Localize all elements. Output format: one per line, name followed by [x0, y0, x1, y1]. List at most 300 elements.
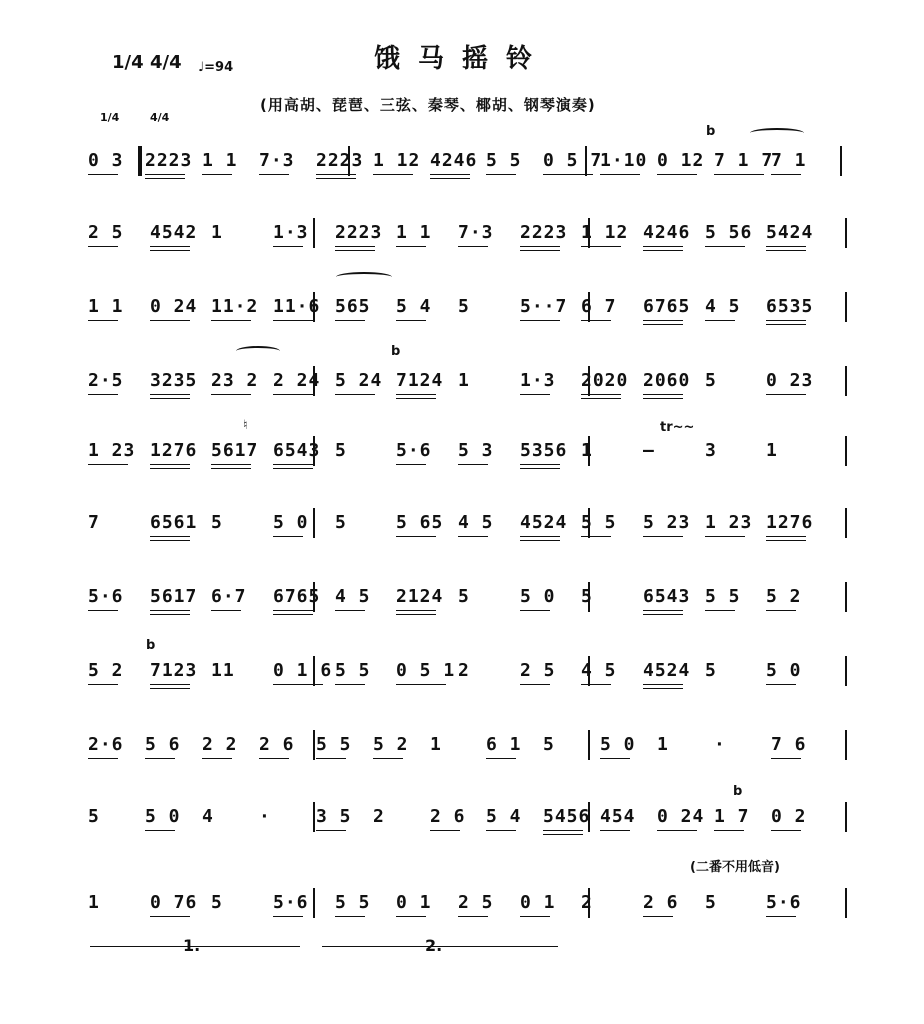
note-group: 4 5 — [705, 296, 741, 317]
underline — [273, 394, 313, 395]
note-group: 2 6 — [259, 734, 295, 755]
bar-line — [840, 146, 842, 176]
note-group: 1 — [581, 440, 593, 461]
note-group: 2 2 — [202, 734, 238, 755]
underline — [600, 758, 630, 759]
note-group: 5 6 — [145, 734, 181, 755]
underline — [88, 758, 118, 759]
note-group: 1 — [430, 734, 442, 755]
bar-line — [313, 218, 315, 248]
note-group: 5 5 — [486, 150, 522, 171]
score-row — [88, 222, 848, 262]
bar-line — [313, 436, 315, 466]
note-group: 5 — [705, 370, 717, 391]
underline — [766, 536, 806, 537]
note-group: 1 23 — [88, 440, 136, 461]
note-group: 5 65 — [396, 512, 444, 533]
note-group: 5356 — [520, 440, 568, 461]
note-group: 5 5 — [581, 512, 617, 533]
bar-line — [313, 802, 315, 832]
bar-line — [845, 292, 847, 322]
underline — [771, 830, 801, 831]
note-group: 7123 — [150, 660, 198, 681]
underline — [145, 178, 185, 179]
note-group: 5617 — [150, 586, 198, 607]
note-group: 5 2 — [88, 660, 124, 681]
score-row — [88, 734, 848, 774]
underline — [396, 614, 436, 615]
underline — [520, 320, 560, 321]
note-group: 1 1 — [88, 296, 124, 317]
underline — [259, 758, 289, 759]
score-row — [88, 440, 848, 480]
underline — [145, 758, 175, 759]
note-group: 7·3 — [259, 150, 295, 171]
bar-line — [588, 508, 590, 538]
underline — [766, 324, 806, 325]
underline — [150, 464, 190, 465]
note-group: 5 — [335, 512, 347, 533]
note-group: 2223 — [520, 222, 568, 243]
underline — [335, 610, 365, 611]
page-title: 饿马摇铃 — [373, 44, 550, 74]
underline — [766, 394, 806, 395]
bar-line — [845, 218, 847, 248]
underline — [766, 250, 806, 251]
note-group: 5 — [458, 296, 470, 317]
underline — [643, 324, 683, 325]
note-group: 1 — [766, 440, 778, 461]
bar-line — [313, 366, 315, 396]
slur — [236, 346, 280, 356]
note-group: 0 24 — [150, 296, 198, 317]
note-group: 6561 — [150, 512, 198, 533]
note-group: 5 23 — [643, 512, 691, 533]
underline — [581, 394, 621, 395]
note-group: 0 76 — [150, 892, 198, 913]
note-group: 23 2 — [211, 370, 259, 391]
underline — [88, 610, 118, 611]
bar-line — [585, 146, 587, 176]
note-group: 5 5 — [316, 734, 352, 755]
score-row — [88, 660, 848, 700]
note-group: 5 5 — [705, 586, 741, 607]
underline — [335, 246, 375, 247]
note-group: 7 1 7 — [714, 150, 774, 171]
underline — [643, 684, 683, 685]
flat-sign: b — [391, 344, 401, 359]
underline — [396, 684, 446, 685]
underline — [543, 834, 583, 835]
note-group: 1 1 — [396, 222, 432, 243]
second-time-note: (二番不用低音) — [690, 860, 780, 875]
bar-line — [845, 582, 847, 612]
score-row — [88, 296, 848, 336]
slur — [336, 272, 392, 282]
underline — [150, 468, 190, 469]
volta-2: 2. — [425, 936, 443, 955]
note-group: 11·2 — [211, 296, 259, 317]
note-group: 0 5 1 — [396, 660, 456, 681]
note-group: 5617 — [211, 440, 259, 461]
underline — [766, 540, 806, 541]
note-group: 7124 — [396, 370, 444, 391]
underline — [657, 174, 697, 175]
note-group: 5 0 — [520, 586, 556, 607]
underline — [150, 394, 190, 395]
underline — [714, 174, 764, 175]
underline — [316, 830, 346, 831]
underline — [88, 246, 118, 247]
note-group: 2 — [373, 806, 385, 827]
note-group: 5 24 — [335, 370, 383, 391]
bar-line — [588, 292, 590, 322]
underline — [766, 246, 806, 247]
score-row — [88, 370, 848, 410]
underline — [643, 536, 683, 537]
underline — [88, 394, 118, 395]
note-group: 5 — [211, 512, 223, 533]
underline — [150, 610, 190, 611]
note-group: 1 — [88, 892, 100, 913]
note-group: 6 1 — [486, 734, 522, 755]
bar-line — [588, 730, 590, 760]
underline — [766, 916, 796, 917]
note-group: 2 5 — [520, 660, 556, 681]
note-group: 5 — [88, 806, 100, 827]
underline — [643, 614, 683, 615]
underline — [211, 468, 251, 469]
volta-1: 1. — [183, 936, 201, 955]
underline — [520, 464, 560, 465]
note-group: 5 4 — [486, 806, 522, 827]
note-group: 0 1 6 — [273, 660, 333, 681]
note-group: 454 — [600, 806, 636, 827]
note-group: 6·7 — [211, 586, 247, 607]
underline — [600, 830, 630, 831]
note-group: 5424 — [766, 222, 814, 243]
underline — [458, 246, 488, 247]
underline — [273, 614, 313, 615]
underline — [150, 536, 190, 537]
note-group: 5 — [211, 892, 223, 913]
underline — [643, 320, 683, 321]
bar-line — [313, 582, 315, 612]
note-group: 2 — [581, 892, 593, 913]
underline — [520, 250, 560, 251]
underline — [766, 320, 806, 321]
bar-line — [313, 508, 315, 538]
note-group: 1 12 — [581, 222, 629, 243]
underline — [150, 614, 190, 615]
underline — [211, 394, 251, 395]
score-row — [88, 150, 848, 190]
underline — [273, 684, 323, 685]
note-group: 1·3 — [520, 370, 556, 391]
note-group: 6 7 — [581, 296, 617, 317]
underline — [430, 830, 460, 831]
note-group: 7 1 — [771, 150, 807, 171]
underline — [273, 610, 313, 611]
natural-sign: ♮ — [243, 418, 248, 433]
underline — [150, 250, 190, 251]
note-group: 6535 — [766, 296, 814, 317]
note-group: 5 56 — [705, 222, 753, 243]
note-group: 3235 — [150, 370, 198, 391]
note-group: 11·6 — [273, 296, 321, 317]
bar-line — [845, 656, 847, 686]
note-group: 0 3 — [88, 150, 124, 171]
note-group: 0 23 — [766, 370, 814, 391]
note-group: 4 — [202, 806, 214, 827]
underline — [581, 398, 621, 399]
underline — [373, 758, 403, 759]
note-group: 0 5 7 — [543, 150, 603, 171]
note-group: 1 — [211, 222, 223, 243]
underline — [335, 320, 365, 321]
note-group: 5 2 — [766, 586, 802, 607]
note-group: 4542 — [150, 222, 198, 243]
underline — [581, 320, 611, 321]
note-group: 5 0 — [273, 512, 309, 533]
underline — [202, 174, 232, 175]
note-group: · — [714, 734, 726, 755]
underline — [705, 536, 745, 537]
underline — [273, 536, 303, 537]
note-group: · — [259, 806, 271, 827]
underline — [543, 830, 583, 831]
note-group: 565 — [335, 296, 371, 317]
note-group: 6765 — [643, 296, 691, 317]
meter-4-4: 4/4 — [150, 52, 182, 73]
underline — [145, 174, 185, 175]
note-group: 5 3 — [458, 440, 494, 461]
underline — [211, 610, 241, 611]
note-group: 4246 — [643, 222, 691, 243]
note-group: 2 6 — [643, 892, 679, 913]
note-group: 2 24 — [273, 370, 321, 391]
note-group: 5 5 — [335, 892, 371, 913]
underline — [643, 394, 683, 395]
bar-line — [313, 888, 315, 918]
note-group: 11 — [211, 660, 235, 681]
underline — [316, 174, 356, 175]
note-group: 1 — [657, 734, 669, 755]
bar-line — [588, 218, 590, 248]
underline — [643, 610, 683, 611]
note-group: 2 6 — [430, 806, 466, 827]
note-group: 5··7 — [520, 296, 568, 317]
note-group: 4 5 — [335, 586, 371, 607]
underline — [643, 246, 683, 247]
note-group: 4 5 — [581, 660, 617, 681]
underline — [430, 174, 470, 175]
note-group: 5 — [543, 734, 555, 755]
note-group: 2223 — [145, 150, 193, 171]
underline — [150, 916, 190, 917]
note-group: 5·6 — [273, 892, 309, 913]
underline — [520, 610, 550, 611]
small-meter-1-4: 1/4 — [100, 111, 120, 124]
note-group: 5456 — [543, 806, 591, 827]
note-group: 3 5 — [316, 806, 352, 827]
note-group: 7·3 — [458, 222, 494, 243]
note-group: 1 — [458, 370, 470, 391]
underline — [150, 320, 190, 321]
note-group: 5 — [581, 586, 593, 607]
underline — [88, 464, 128, 465]
note-group: 5 4 — [396, 296, 432, 317]
underline — [396, 398, 436, 399]
note-group: 4524 — [643, 660, 691, 681]
note-group: 6765 — [273, 586, 321, 607]
underline — [643, 916, 673, 917]
underline — [520, 468, 560, 469]
underline — [211, 464, 251, 465]
flat-sign: b — [706, 124, 716, 139]
underline — [486, 174, 516, 175]
note-group: 3 — [705, 440, 717, 461]
bar-line — [313, 730, 315, 760]
underline — [88, 174, 118, 175]
underline — [273, 468, 313, 469]
note-group: 5·6 — [396, 440, 432, 461]
note-group: 5 0 — [145, 806, 181, 827]
bar-line — [845, 436, 847, 466]
note-group: 6543 — [643, 586, 691, 607]
underline — [486, 830, 516, 831]
underline — [705, 320, 735, 321]
tempo-mark: ♩=94 — [198, 60, 234, 75]
note-group: 5·6 — [88, 586, 124, 607]
underline — [316, 758, 346, 759]
note-group: 1·10 — [600, 150, 648, 171]
underline — [273, 246, 303, 247]
note-group: 2 — [458, 660, 470, 681]
underline — [396, 916, 426, 917]
underline — [714, 830, 744, 831]
note-group: 2060 — [643, 370, 691, 391]
score-row — [88, 512, 848, 552]
underline — [150, 246, 190, 247]
bar-line — [313, 656, 315, 686]
bar-line — [313, 292, 315, 322]
note-group: 0 1 — [520, 892, 556, 913]
underline — [335, 916, 365, 917]
note-group: 2020 — [581, 370, 629, 391]
note-group: 2·5 — [88, 370, 124, 391]
underline — [520, 246, 560, 247]
underline — [705, 610, 735, 611]
note-group: 2223 — [316, 150, 364, 171]
underline — [520, 394, 550, 395]
underline — [458, 536, 488, 537]
underline — [458, 464, 488, 465]
bar-line — [588, 582, 590, 612]
underline — [211, 320, 251, 321]
underline — [88, 684, 118, 685]
note-group: 5 0 — [766, 660, 802, 681]
underline — [396, 394, 436, 395]
note-group: 1 12 — [373, 150, 421, 171]
underline — [396, 610, 436, 611]
underline — [581, 246, 621, 247]
underline — [657, 830, 697, 831]
underline — [335, 394, 375, 395]
underline — [600, 174, 640, 175]
underline — [396, 320, 426, 321]
bar-line — [588, 366, 590, 396]
underline — [335, 684, 365, 685]
note-group: 2124 — [396, 586, 444, 607]
note-group: 1276 — [766, 512, 814, 533]
note-group: 1 1 — [202, 150, 238, 171]
underline — [150, 540, 190, 541]
note-group: 5·6 — [766, 892, 802, 913]
note-group: 2 5 — [88, 222, 124, 243]
underline — [643, 398, 683, 399]
underline — [520, 916, 550, 917]
note-group: 0 12 — [657, 150, 705, 171]
instrumentation-subtitle: (用高胡、琵琶、三弦、秦琴、椰胡、钢琴演奏) — [260, 96, 596, 114]
underline — [643, 688, 683, 689]
underline — [705, 246, 745, 247]
score-row — [88, 806, 848, 846]
underline — [771, 758, 801, 759]
underline — [766, 684, 796, 685]
score-row — [88, 892, 848, 932]
underline — [202, 758, 232, 759]
slur — [750, 128, 804, 138]
note-group: 2 5 — [458, 892, 494, 913]
note-group: 5 0 — [600, 734, 636, 755]
bar-line — [588, 888, 590, 918]
note-group: 5 — [705, 892, 717, 913]
note-group: 7 6 — [771, 734, 807, 755]
underline — [771, 174, 801, 175]
underline — [581, 684, 611, 685]
note-group: 1276 — [150, 440, 198, 461]
note-group: 4524 — [520, 512, 568, 533]
underline — [259, 174, 289, 175]
note-group: 0 2 — [771, 806, 807, 827]
note-group: 5 — [335, 440, 347, 461]
underline — [486, 758, 516, 759]
underline — [335, 250, 375, 251]
bar-line — [588, 802, 590, 832]
underline — [430, 178, 470, 179]
note-group: 5 2 — [373, 734, 409, 755]
underline — [150, 684, 190, 685]
underline — [150, 398, 190, 399]
underline — [458, 916, 488, 917]
bar-line — [138, 146, 142, 176]
underline — [581, 536, 611, 537]
note-group: 2223 — [335, 222, 383, 243]
note-group: 5 — [458, 586, 470, 607]
note-group: 6543 — [273, 440, 321, 461]
note-group: 5 — [705, 660, 717, 681]
underline — [396, 246, 426, 247]
flat-sign: b — [146, 638, 156, 653]
underline — [316, 178, 356, 179]
underline — [396, 536, 436, 537]
bar-line — [588, 436, 590, 466]
score-row — [88, 586, 848, 626]
underline — [88, 320, 118, 321]
note-group: — — [643, 440, 655, 461]
underline — [273, 320, 313, 321]
